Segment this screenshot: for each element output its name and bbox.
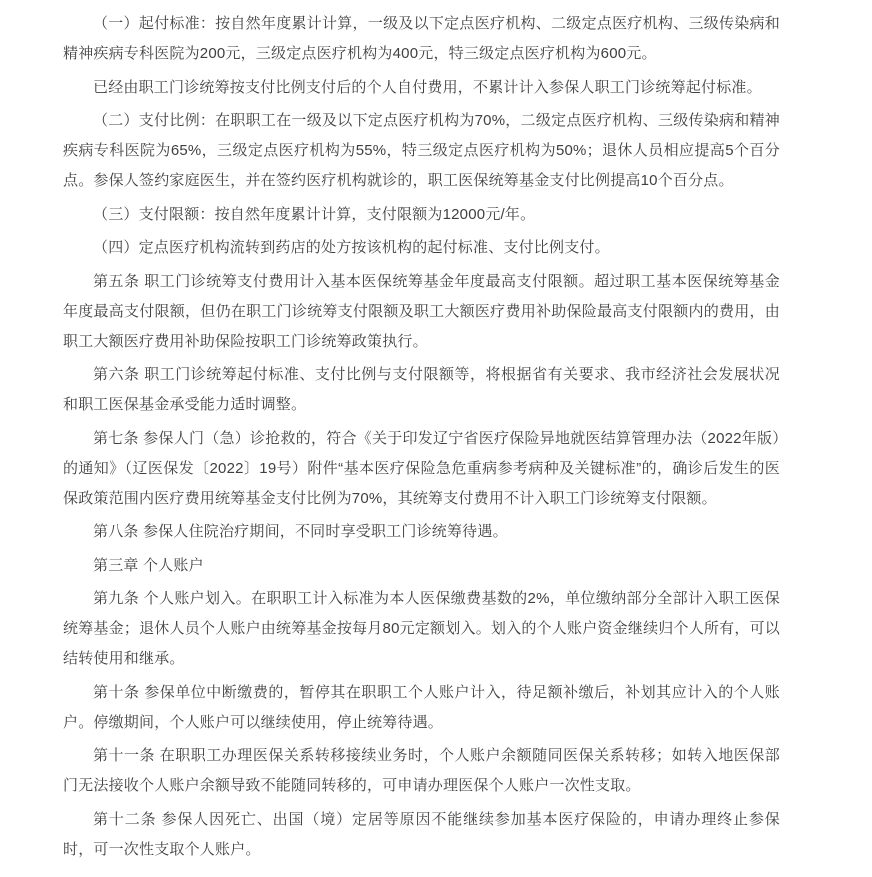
article-6-paragraph: 第六条 职工门诊统筹起付标准、支付比例与支付限额等，将根据省有关要求、我市经济社会发展状况和职工医保基金承受能力适时调整。 [63,366,780,413]
article-12-paragraph: 第十二条 参保人因死亡、出国（境）定居等原因不能继续参加基本医疗保险的，申请办理终止参保时，可一次性支取个人账户。 [63,810,780,858]
clause-payment-limit: （三）支付限额：按自然年度累计计算，支付限额为12000元/年。 [93,205,536,223]
clause-deductible-note: 已经由职工门诊统筹按支付比例支付后的个人自付费用，不累计计入参保人职工门诊统筹起付标准。 [93,78,762,96]
clause-payment-ratio: （二）支付比例：在职职工在一级及以下定点医疗机构为70%，二级定点医疗机构、三级传染病和精神疾病专科医院为65%，三级定点医疗机构为55%，特三级定点医疗机构为50%；退休人员相应提高5个百分点。参保人签约家庭医生，并在签约医疗机构就诊的，职工医保统筹基金支付比例提高10个百分点。 [63,112,780,189]
clause-deductible-standard: （一）起付标准：按自然年度累计计算，一级及以下定点医疗机构、二级定点医疗机构、三级传染病和精神疾病专科医院为200元，三级定点医疗机构为400元，特三级定点医疗机构为600元。 [63,15,780,62]
article-5-paragraph: 第五条 职工门诊统筹支付费用计入基本医保统筹基金年度最高支付限额。超过职工基本医保统筹基金年度最高支付限额，但仍在职工门诊统筹支付限额及职工大额医疗费用补助保险最高支付限额内的费用，由职工大额医疗费用补助保险按职工门诊统筹政策执行。 [63,272,780,350]
article-11-paragraph: 第十一条 在职职工办理医保关系转移接续业务时，个人账户余额随同医保关系转移；如转入地医保部门无法接收个人账户余额导致不能随同转移的，可申请办理医保个人账户一次性支取。 [63,747,780,794]
clause-pharmacy-prescription: （四）定点医疗机构流转到药店的处方按该机构的起付标准、支付比例支付。 [93,239,610,256]
chapter-3-heading: 第三章 个人账户 [93,556,204,574]
article-7-paragraph: 第七条 参保人门（急）诊抢救的，符合《关于印发辽宁省医疗保险异地就医结算管理办法（2022年版）的通知》（辽医保发〔2022〕19号）附件“基本医疗保险急危重病参考病种及关键标准”的，确诊后发生的医保政策范围内医疗费用统筹基金支付比例为70%，其统筹支付费用不计入职工门诊统筹支付限额。 [63,429,780,507]
article-8-paragraph: 第八条 参保人住院治疗期间，不同时享受职工门诊统筹待遇。 [93,523,508,540]
article-9-paragraph: 第九条 个人账户划入。在职职工计入标准为本人医保缴费基数的2%，单位缴纳部分全部计入职工医保统筹基金；退休人员个人账户由统筹基金按每月80元定额划入。划入的个人账户资金继续归个人所有，可以结转使用和继承。 [63,590,780,667]
article-10-paragraph: 第十条 参保单位中断缴费的，暂停其在职职工个人账户计入，待足额补缴后，补划其应计入的个人账户。停缴期间，个人账户可以继续使用，停止统筹待遇。 [63,683,780,731]
